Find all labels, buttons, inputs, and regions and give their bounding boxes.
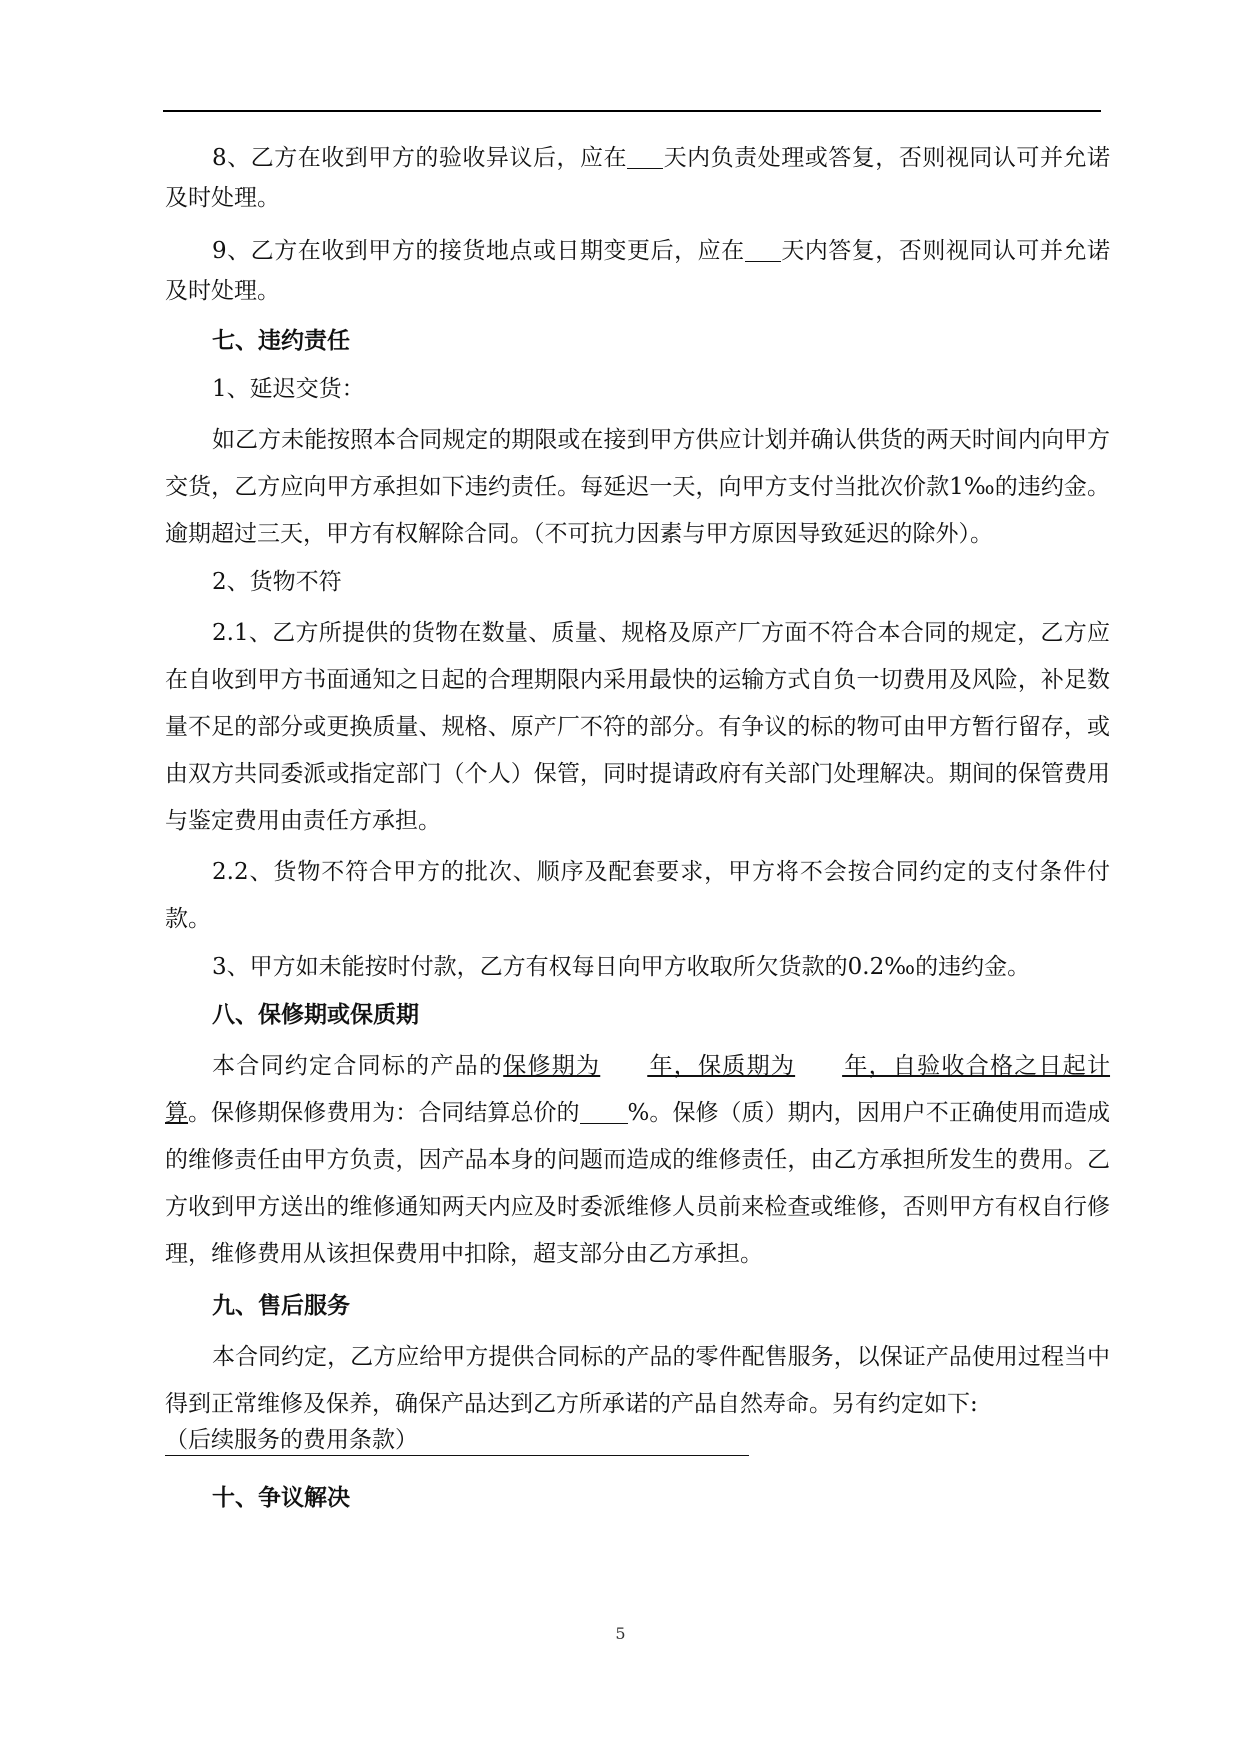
section-8-heading: 八、保修期或保质期 xyxy=(212,1001,419,1028)
clause-9: 9、乙方在收到甲方的接货地点或日期变更后，应在 天内答复，否则视同认可并允诺及时处理。 xyxy=(165,238,1110,304)
section-10-heading: 十、争议解决 xyxy=(212,1484,350,1511)
header-rule xyxy=(163,110,1101,112)
clause-8: 8、乙方在收到甲方的验收异议后，应在 天内负责处理或答复，否则视同认可并允诺及时处理。 xyxy=(165,145,1111,211)
blank-days xyxy=(745,237,781,262)
item-3-text: 3、甲方如未能按时付款，乙方有权每日向甲方收取所欠货款的0.2‰的违约金。 xyxy=(212,954,1031,980)
item-2-title: 2、货物不符 xyxy=(212,569,342,595)
section-9-heading: 九、售后服务 xyxy=(212,1292,350,1319)
section-8-text: 本合同约定合同标的产品的保修期为 年，保质期为 年，自验收合格之日起计算。保修期保修费用为：合同结算总价的 %。保修（质）期内，因用户不正确使用而造成的维修责任由甲方负责，因产品本身的问题而造成的维修责任，由乙方承担所发生的费用。乙方收到甲方送出的维修通知两天内应及时委派维修人员前来检查或维修，否则甲方有权自行修理，维修费用从该担保费用中扣除，超支部分由乙方承担。 xyxy=(165,1053,1111,1267)
item-2-2-text: 2.2、货物不符合甲方的批次、顺序及配套要求，甲方将不会按合同约定的支付条件付款。 xyxy=(165,859,1110,932)
blank-days xyxy=(627,144,663,169)
service-fee-fill-line: （后续服务的费用条款） xyxy=(165,1425,749,1456)
page-number: 5 xyxy=(615,1624,626,1643)
section-9-text: 本合同约定，乙方应给甲方提供合同标的产品的零件配售服务，以保证产品使用过程当中得到正常维修及保养，确保产品达到乙方所承诺的产品自然寿命。另有约定如下: xyxy=(165,1344,1110,1417)
item-1-title: 1、延迟交货： xyxy=(212,376,365,402)
contract-page-body xyxy=(165,138,1110,1518)
blank-percent xyxy=(580,1099,628,1124)
item-2-1-text: 2.1、乙方所提供的货物在数量、质量、规格及原产厂方面不符合本合同的规定，乙方应在自收到甲方书面通知之日起的合理期限内采用最快的运输方式自负一切费用及风险，补足数量不足的部分或更换质量、规格、原产厂不符的部分。有争议的标的物可由甲方暂行留存，或由双方共同委派或指定部门（个人）保管，同时提请政府有关部门处理解决。期间的保管费用与鉴定费用由责任方承担。 xyxy=(165,620,1110,834)
item-1-text: 如乙方未能按照本合同规定的期限或在接到甲方供应计划并确认供货的两天时间内向甲方交货，乙方应向甲方承担如下违约责任。每延迟一天，向甲方支付当批次价款1‰的违约金。逾期超过三天，甲方有权解除合同。（不可抗力因素与甲方原因导致延迟的除外）。 xyxy=(165,427,1110,547)
section-7-heading: 七、违约责任 xyxy=(212,327,350,354)
